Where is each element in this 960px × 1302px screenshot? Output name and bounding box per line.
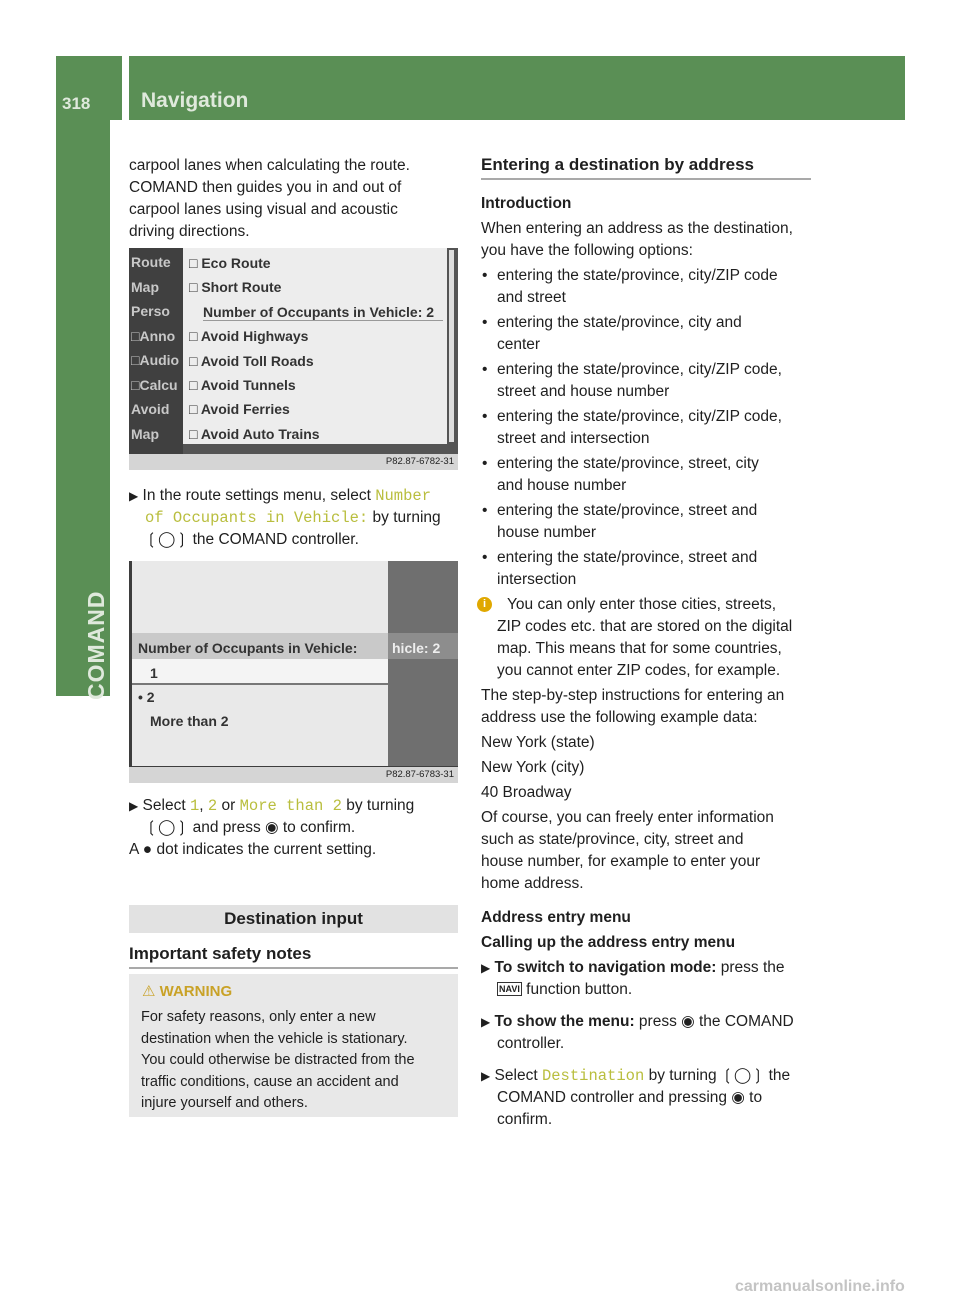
- screen-menu-item: □ Short Route: [189, 279, 282, 295]
- screen-menu-item: □ Avoid Ferries: [189, 401, 290, 417]
- text-line: A ● dot indicates the current setting.: [129, 841, 377, 858]
- text-line: COMAND controller and pressing ◉ to: [497, 1089, 763, 1106]
- text: In the route settings menu, select: [142, 487, 376, 504]
- text-line: carpool lanes using visual and acoustic: [129, 201, 398, 218]
- screen-left-item: □Anno: [131, 328, 176, 344]
- text-line: carpool lanes when calculating the route.: [129, 157, 410, 174]
- chapter-title: Navigation: [141, 89, 249, 112]
- step-arrow-icon: ▶: [481, 1069, 491, 1083]
- option-list: [481, 265, 794, 591]
- section-heading: Entering a destination by address: [481, 155, 755, 174]
- text-line: ZIP codes etc. that are stored on the digital: [497, 618, 793, 635]
- text-line: destination when the vehicle is stationary.: [141, 1030, 408, 1047]
- text: Select: [142, 797, 190, 814]
- text-line: entering the state/province, street, city: [497, 455, 759, 472]
- text: function button.: [521, 981, 633, 998]
- page-number-box: [56, 56, 122, 120]
- text-line: Of course, you can freely enter information: [481, 809, 774, 826]
- screen-background-menu: [388, 561, 458, 766]
- subheading: Calling up the address entry menu: [481, 934, 736, 951]
- text-line: such as state/province, city, street and: [481, 831, 744, 848]
- subheading: Address entry menu: [481, 909, 631, 926]
- screen-scrollbar: [449, 250, 454, 442]
- right-text-block: [481, 193, 794, 1131]
- navi-button-icon: NAVI: [499, 984, 520, 994]
- step-navi: [481, 957, 794, 1001]
- text: press ◉ the COMAND: [634, 1013, 794, 1030]
- list-item: • entering the state/province, city/ZIP code, street and intersection: [497, 406, 794, 450]
- list-item: • entering the state/province, city and center: [497, 312, 794, 356]
- text: or: [217, 797, 240, 814]
- info-note: [481, 594, 794, 682]
- side-tab-label: COMAND: [83, 590, 109, 700]
- list-item: • entering the state/province, street, city and house number: [497, 453, 794, 497]
- text: by turning ❲◯❳ the: [644, 1067, 791, 1084]
- screen-option-selected: • 2: [138, 689, 155, 705]
- screen-footer: [129, 454, 458, 470]
- screen-left-item: Map: [131, 426, 159, 442]
- divider: [129, 967, 458, 969]
- step-arrow-icon: ▶: [481, 961, 491, 975]
- page-number: 318: [62, 94, 91, 113]
- screen-menu-item: □ Avoid Auto Trains: [189, 426, 320, 442]
- menu-term: 2: [207, 797, 218, 815]
- text-line: address use the following example data:: [481, 709, 758, 726]
- text-line: entering the state/province, city/ZIP code,: [497, 361, 782, 378]
- list-item: • entering the state/province, street and intersection: [497, 547, 794, 591]
- example-line: 40 Broadway: [481, 784, 572, 801]
- text: by turning: [341, 797, 415, 814]
- text: To show the menu:: [494, 1013, 635, 1030]
- step-arrow-icon: ▶: [129, 799, 139, 813]
- screen-left-menu: [129, 248, 183, 458]
- text-line: The step-by-step instructions for entering an: [481, 687, 785, 704]
- screen-left-item: Perso: [131, 303, 170, 319]
- text-line: entering the state/province, city and: [497, 314, 742, 331]
- text-line: ❲◯❳ and press ◉ to confirm.: [145, 819, 356, 836]
- step-show-menu: [481, 1011, 794, 1055]
- text-line: intersection: [497, 571, 577, 588]
- warning-title: WARNING: [159, 983, 233, 1000]
- screen-menu-item: □ Eco Route: [189, 255, 271, 271]
- text-line: You can only enter those cities, streets,: [507, 596, 777, 613]
- figure-code: P82.87-6783-31: [385, 769, 454, 780]
- subheading: Introduction: [481, 195, 572, 212]
- step-arrow-icon: ▶: [481, 1015, 491, 1029]
- subsection-title: Important safety notes: [129, 944, 312, 963]
- text-line: ❲◯❳ the COMAND controller.: [145, 531, 359, 548]
- text-line: house number: [497, 524, 597, 541]
- text-line: home address.: [481, 875, 584, 892]
- list-item: • entering the state/province, city/ZIP code, street and house number: [497, 359, 794, 403]
- text-line: traffic conditions, cause an accident and: [141, 1073, 399, 1090]
- screen-menu-item-selected: Number of Occupants in Vehicle: 2: [203, 304, 443, 321]
- screen-menu-item: □ Avoid Highways: [189, 328, 309, 344]
- text-line: street and house number: [497, 383, 670, 400]
- text-line: When entering an address as the destination,: [481, 220, 793, 237]
- text-line: confirm.: [497, 1111, 553, 1128]
- step-select-value: [129, 795, 414, 861]
- figure-code: P82.87-6782-31: [385, 456, 454, 467]
- route-settings-screenshot: [129, 248, 458, 470]
- section-title: Destination input: [224, 909, 363, 928]
- screen-left-item: Map: [131, 279, 159, 295]
- text-line: entering the state/province, street and: [497, 502, 758, 519]
- list-item: • entering the state/province, city/ZIP code and street: [497, 265, 794, 309]
- step-select-occupants: [129, 485, 441, 551]
- example-line: New York (city): [481, 759, 585, 776]
- menu-term: of Occupants in Vehicle:: [145, 509, 369, 527]
- text-line: entering the state/province, city/ZIP code: [497, 267, 778, 284]
- text-line: map. This means that for some countries,: [497, 640, 782, 657]
- text-line: You could otherwise be distracted from the: [141, 1052, 415, 1068]
- list-item: • entering the state/province, street and house number: [497, 500, 794, 544]
- section-banner: [129, 905, 458, 933]
- side-tab: [56, 120, 110, 700]
- example-line: New York (state): [481, 734, 595, 751]
- text-line: center: [497, 336, 541, 353]
- menu-term: 1: [189, 797, 200, 815]
- text-line: and street: [497, 289, 566, 306]
- watermark: carmanualsonline.info: [735, 1278, 905, 1295]
- text-line: injure yourself and others.: [141, 1095, 308, 1111]
- text: To switch to navigation mode:: [494, 959, 717, 976]
- screen-left-item: Avoid: [131, 401, 170, 417]
- text-line: controller.: [497, 1035, 565, 1052]
- screen-menu-item: □ Avoid Toll Roads: [189, 353, 314, 369]
- divider: [481, 178, 811, 180]
- screen-bg-text: hicle: 2: [392, 640, 441, 656]
- warning-icon: ⚠: [142, 983, 156, 1000]
- menu-term: Number: [375, 487, 431, 505]
- menu-term: Destination: [541, 1067, 645, 1085]
- screen-left-item: Route: [131, 254, 171, 270]
- text-line: For safety reasons, only enter a new: [141, 1009, 376, 1025]
- text-line: entering the state/province, street and: [497, 549, 758, 566]
- screen-menu: [183, 248, 447, 444]
- text-line: entering the state/province, city/ZIP code,: [497, 408, 782, 425]
- text-line: house number, for example to enter your: [481, 853, 761, 870]
- text: Select: [494, 1067, 542, 1084]
- text: by turning: [368, 509, 441, 526]
- text: ,: [199, 797, 208, 814]
- text-line: COMAND then guides you in and out of: [129, 179, 402, 196]
- step-select-destination: [481, 1065, 794, 1131]
- screen-title: Number of Occupants in Vehicle:: [138, 640, 358, 656]
- text: press the: [716, 959, 785, 976]
- occupants-screenshot: [129, 561, 458, 783]
- screen-left-item: □Audio: [131, 352, 180, 368]
- screen-left-item: □Calcu: [131, 377, 178, 393]
- chapter-header: [129, 56, 905, 120]
- text-line: you cannot enter ZIP codes, for example.: [497, 662, 781, 679]
- step-arrow-icon: ▶: [129, 489, 139, 503]
- screen-footer: [129, 767, 458, 783]
- text-line: driving directions.: [129, 223, 250, 240]
- intro-paragraph: [129, 155, 410, 243]
- text-line: you have the following options:: [481, 242, 693, 259]
- info-icon: i: [477, 597, 492, 612]
- menu-term: More than 2: [239, 797, 342, 815]
- screen-option: 1: [150, 665, 158, 681]
- screen-options-panel: [132, 561, 388, 766]
- screen-option: More than 2: [150, 713, 229, 729]
- warning-box: [129, 974, 458, 1117]
- text-line: and house number: [497, 477, 627, 494]
- text-line: street and intersection: [497, 430, 650, 447]
- screen-menu-item: □ Avoid Tunnels: [189, 377, 296, 393]
